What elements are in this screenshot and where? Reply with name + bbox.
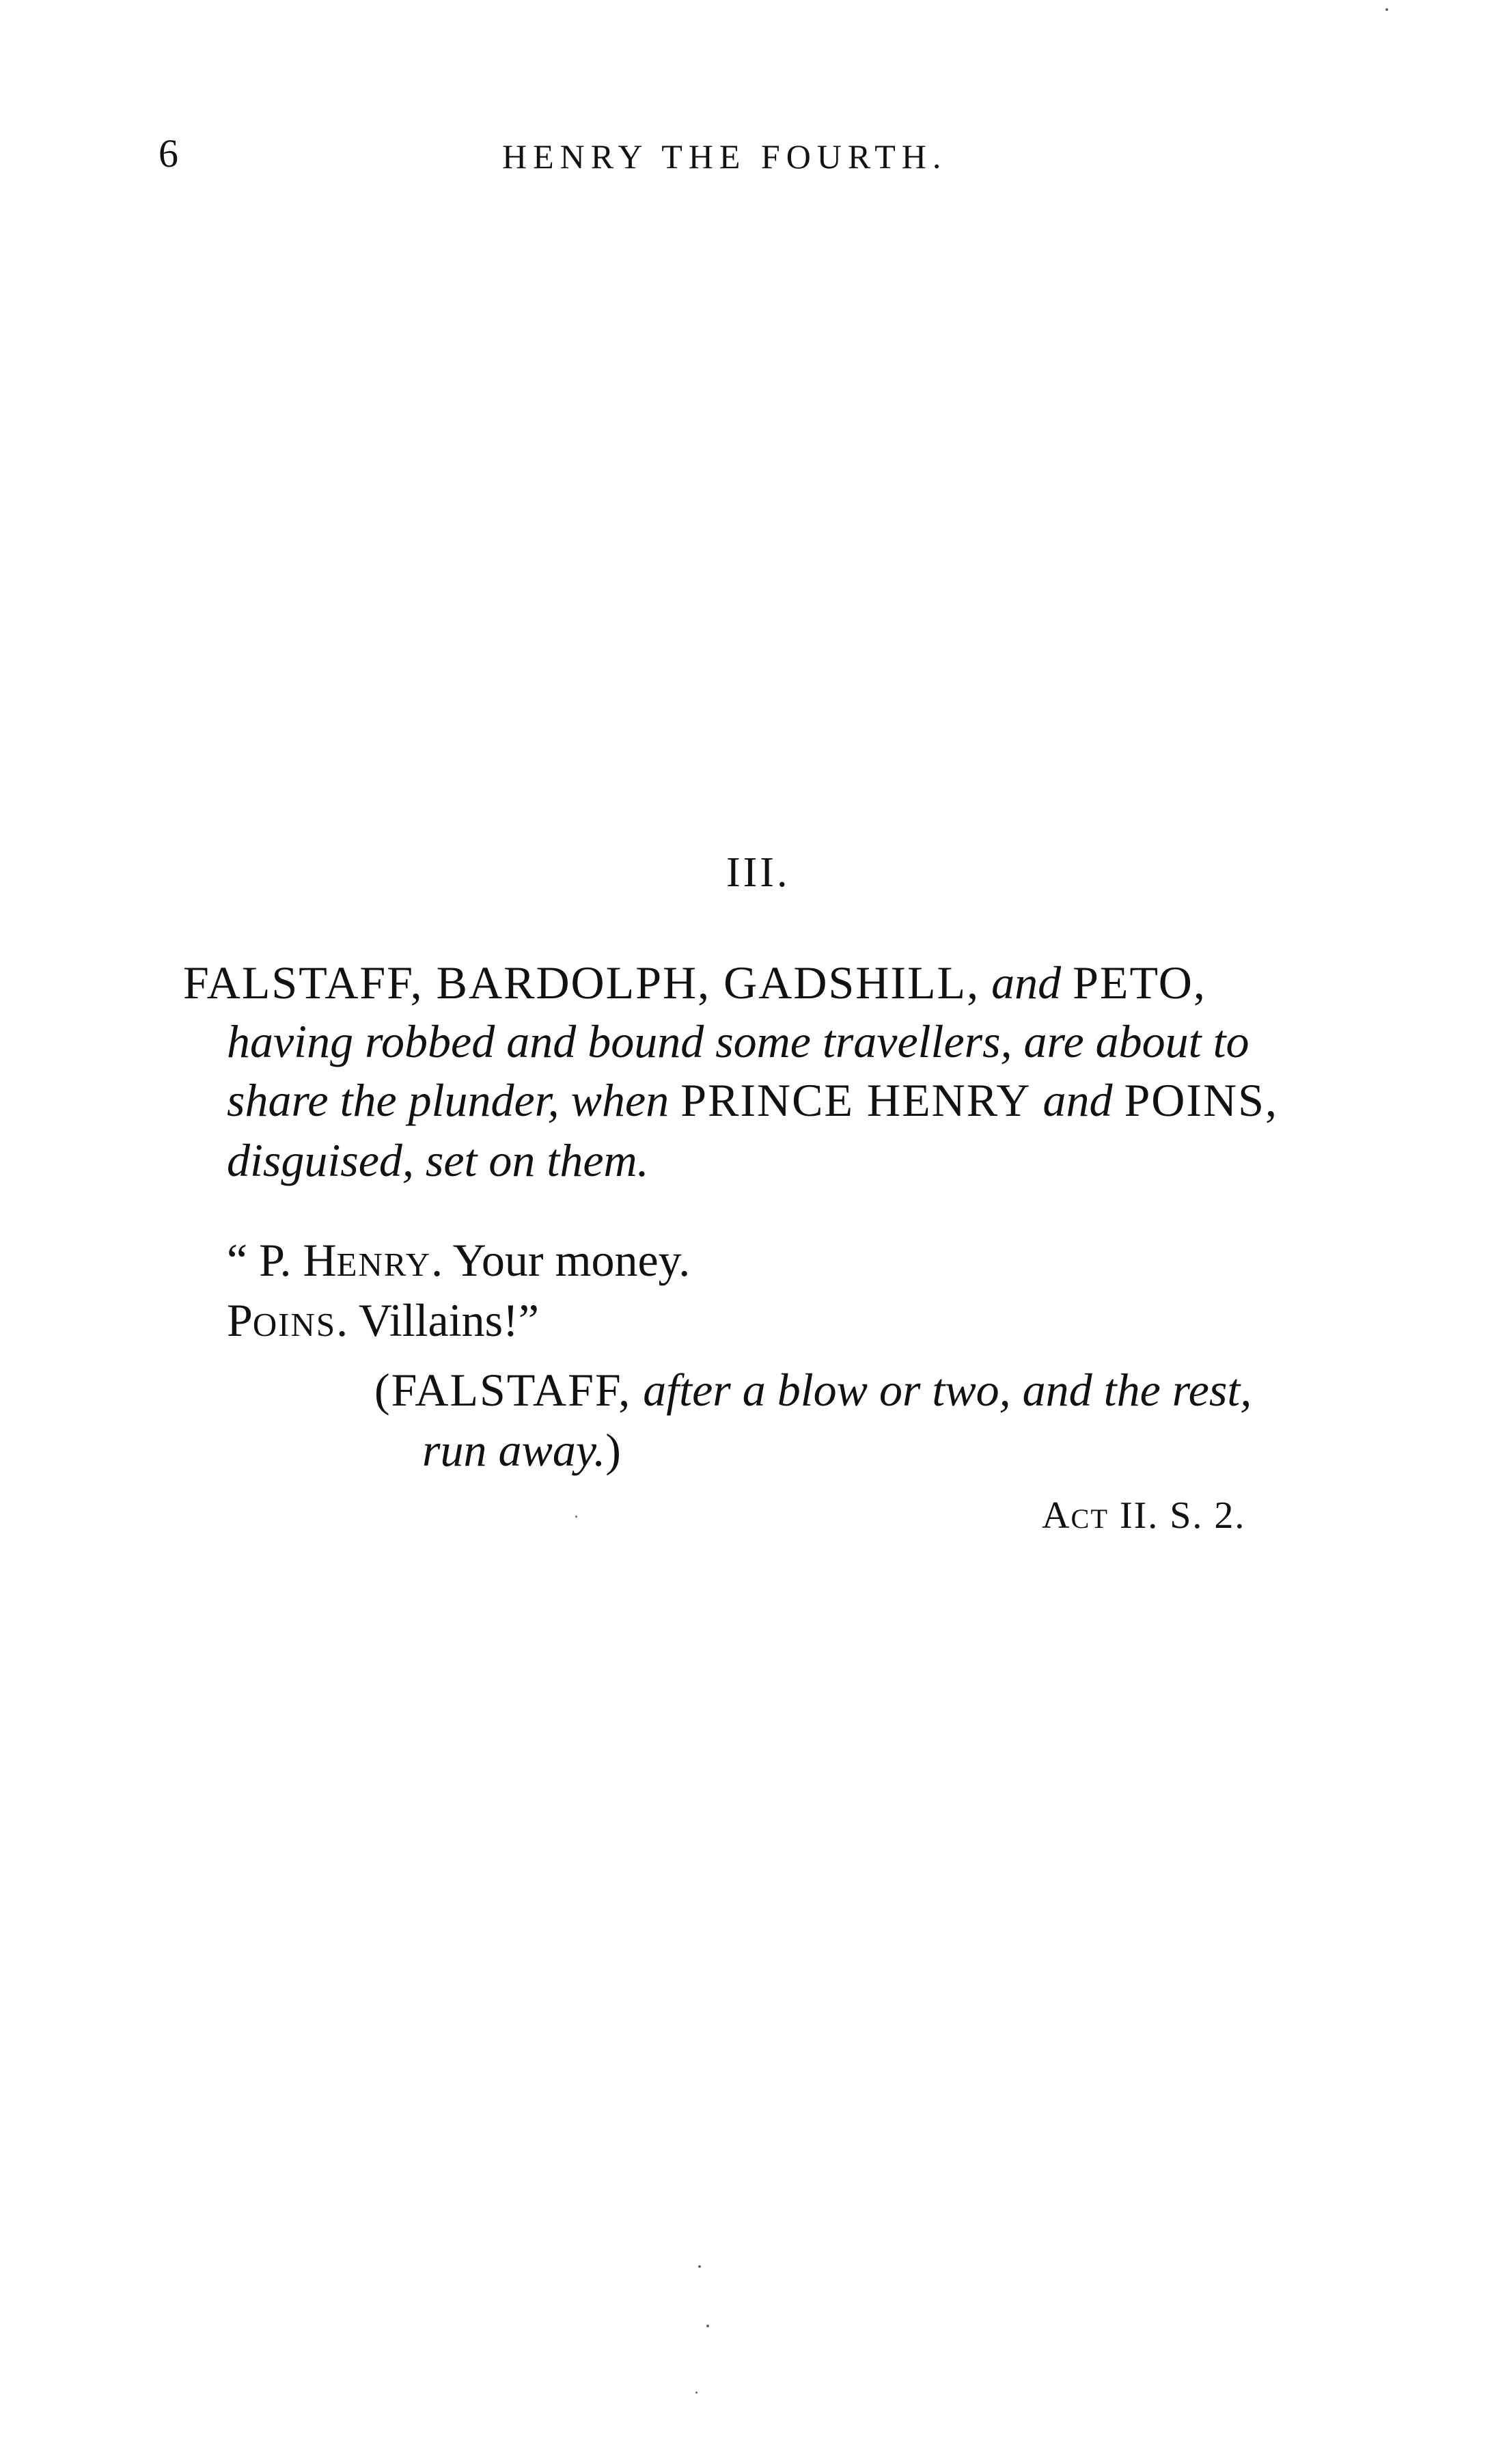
section-numeral: III. <box>726 849 790 896</box>
dialogue-line-henry <box>227 1234 691 1286</box>
stage-direction-close: ) <box>605 1424 621 1476</box>
speaker-small-caps: ENRY <box>336 1246 432 1283</box>
description-line-2: having robbed and bound some travellers, are about to <box>227 1015 1249 1067</box>
and-word: and <box>991 957 1062 1009</box>
speaker-prefix: “ P. H <box>227 1234 337 1286</box>
citation-small-caps: CT <box>1071 1503 1109 1534</box>
stage-direction-line-1 <box>374 1364 1252 1416</box>
paper-speck <box>706 2325 709 2327</box>
stage-direction-text: run away. <box>422 1424 606 1476</box>
speaker-small-caps: OINS <box>252 1306 337 1343</box>
character-peto: PETO, <box>1073 957 1206 1009</box>
description-text: share the plunder, when <box>227 1074 669 1126</box>
paper-speck <box>575 1516 577 1518</box>
stage-direction-line-2 <box>422 1424 621 1476</box>
stage-direction-open: (FALSTAFF, <box>374 1364 632 1416</box>
act-scene-citation <box>1042 1496 1245 1535</box>
speech-text: . Your money. <box>431 1234 691 1286</box>
description-line-1 <box>183 957 1206 1009</box>
citation-initial: A <box>1042 1494 1071 1537</box>
dialogue-line-poins <box>227 1294 539 1346</box>
and-word: and <box>1043 1074 1113 1126</box>
page-number: 6 <box>158 131 178 176</box>
description-line-4: disguised, set on them. <box>227 1134 649 1186</box>
paper-speck <box>698 2265 701 2268</box>
citation-rest: II. S. 2. <box>1108 1494 1246 1537</box>
description-line-3 <box>227 1074 1278 1126</box>
speaker-initial: P <box>227 1294 253 1346</box>
character-poins: POINS, <box>1124 1074 1278 1126</box>
characters-list: FALSTAFF, BARDOLPH, GADSHILL, <box>183 957 980 1009</box>
character-prince-henry: PRINCE HENRY <box>680 1074 1032 1126</box>
running-title: HENRY THE FOURTH. <box>502 137 948 176</box>
paper-speck <box>695 2392 698 2394</box>
stage-direction-text: after a blow or two, and the rest, <box>643 1364 1252 1416</box>
speech-text: . Villains!” <box>336 1294 539 1346</box>
paper-speck <box>1385 8 1388 11</box>
